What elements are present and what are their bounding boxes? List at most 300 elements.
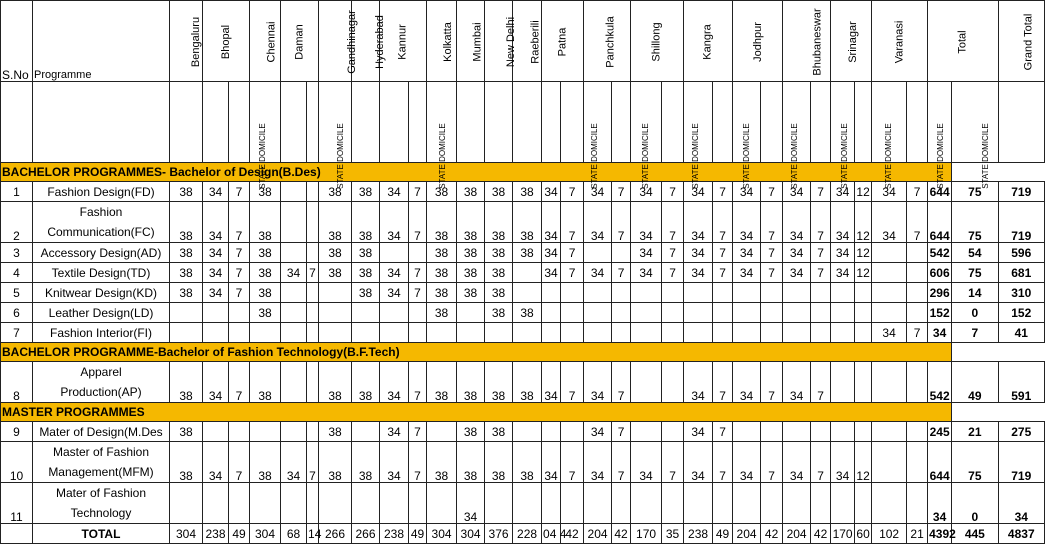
- seat-cell: 34: [380, 283, 409, 303]
- state-domicile-label: STATE DOMICILE: [589, 123, 599, 189]
- state-domicile-label: STATE DOMICILE: [789, 123, 799, 189]
- total-cell: 304: [427, 524, 457, 544]
- header-centre: [584, 1, 631, 82]
- total-cell: 238: [380, 524, 409, 544]
- seat-cell: 644: [928, 442, 952, 483]
- header-centre: [203, 1, 250, 82]
- header-centre: [170, 1, 203, 82]
- seat-cell: [281, 243, 307, 263]
- header-programme: Programme: [33, 1, 170, 82]
- total-cell: 4837: [998, 524, 1044, 544]
- programme-name-line: Apparel: [80, 365, 122, 379]
- seat-cell: [662, 303, 684, 323]
- seat-cell: [872, 263, 907, 283]
- total-cell: 376: [485, 524, 513, 544]
- seat-cell: 7: [612, 263, 631, 283]
- header-centre: [542, 1, 584, 82]
- seat-cell: 34: [203, 362, 229, 403]
- seat-cell: [307, 483, 319, 524]
- seat-cell: 34: [380, 263, 409, 283]
- seat-cell: 12: [855, 202, 872, 243]
- header-centre: [485, 1, 518, 82]
- seat-cell: 34: [457, 483, 485, 524]
- seat-cell: 7: [761, 362, 783, 403]
- state-domicile-label: STATE DOMICILE: [741, 123, 751, 189]
- seat-cell: [631, 323, 662, 343]
- seat-cell: 7: [229, 243, 250, 263]
- total-cell: 42: [561, 524, 584, 544]
- centre-name: Total: [956, 29, 969, 54]
- seat-cell: 34: [203, 442, 229, 483]
- seat-cell: 34: [203, 283, 229, 303]
- seat-cell: 38: [352, 362, 380, 403]
- row-sno: 7: [1, 323, 33, 343]
- seat-cell: [783, 323, 811, 343]
- programme-row: [1, 283, 1045, 303]
- seat-cell: [281, 303, 307, 323]
- programme-row: [1, 483, 1045, 524]
- seat-cell: [907, 303, 928, 323]
- state-domicile-header: [761, 82, 799, 189]
- seat-cell: [872, 422, 907, 442]
- seat-cell: [319, 483, 352, 524]
- programme-name: [33, 283, 170, 303]
- seat-cell: 7: [811, 442, 831, 483]
- seat-cell: [561, 483, 584, 524]
- seat-cell: [542, 283, 561, 303]
- seat-cell: [872, 243, 907, 263]
- seat-cell: 7: [409, 422, 427, 442]
- seat-cell: [761, 422, 783, 442]
- seat-cell: [319, 323, 352, 343]
- total-label: TOTAL: [33, 524, 170, 544]
- seat-cell: 644: [928, 182, 952, 202]
- seat-cell: [409, 243, 427, 263]
- seat-cell: 7: [662, 243, 684, 263]
- seat-cell: [584, 243, 612, 263]
- seat-cell: 75: [952, 263, 998, 283]
- seat-cell: 38: [485, 283, 513, 303]
- seat-cell: 38: [513, 243, 542, 263]
- row-sno: 4: [1, 263, 33, 283]
- seat-cell: [380, 243, 409, 263]
- seat-cell: 34: [380, 202, 409, 243]
- seat-cell: [513, 483, 542, 524]
- total-cell: 445: [952, 524, 998, 544]
- seat-cell: [203, 422, 229, 442]
- seat-cell: 34: [584, 182, 612, 202]
- seat-cell: [855, 323, 872, 343]
- seat-cell: 38: [319, 422, 352, 442]
- header-centre: [281, 1, 319, 82]
- total-cell: 304: [170, 524, 203, 544]
- seat-cell: 7: [811, 243, 831, 263]
- seat-cell: 21: [952, 422, 998, 442]
- seat-cell: 38: [170, 422, 203, 442]
- seat-cell: 7: [612, 362, 631, 403]
- seat-cell: 38: [485, 263, 513, 283]
- seat-cell: 34: [380, 422, 409, 442]
- programme-name-line: Technology: [70, 506, 132, 520]
- seat-cell: [203, 303, 229, 323]
- seat-cell: 7: [409, 442, 427, 483]
- state-domicile-header: [307, 82, 345, 189]
- programme-name-line: Mater of Fashion: [55, 486, 147, 500]
- seat-cell: [907, 243, 928, 263]
- blank-cell: [203, 82, 229, 163]
- seat-cell: 7: [713, 243, 733, 263]
- header-centre: [831, 1, 872, 82]
- seat-cell: 34: [631, 442, 662, 483]
- seat-cell: 152: [928, 303, 952, 323]
- state-domicile-header: [229, 82, 267, 189]
- seat-cell: [713, 483, 733, 524]
- seat-cell: [811, 283, 831, 303]
- seat-cell: 38: [250, 442, 281, 483]
- seat-cell: 38: [485, 243, 513, 263]
- seat-cell: [872, 362, 907, 403]
- programme-name-line: Fashion: [79, 205, 123, 219]
- seat-cell: 38: [352, 202, 380, 243]
- seat-cell: [907, 263, 928, 283]
- seat-cell: 7: [662, 442, 684, 483]
- seat-cell: 34: [831, 182, 855, 202]
- seat-cell: 38: [457, 243, 485, 263]
- seat-cell: [872, 303, 907, 323]
- total-cell: 35: [662, 524, 684, 544]
- centre-name: Kannur: [397, 23, 410, 60]
- total-cell: 204: [733, 524, 761, 544]
- header-centre: [872, 1, 928, 82]
- seat-cell: [713, 323, 733, 343]
- seat-cell: 38: [427, 303, 457, 323]
- row-sno: 2: [1, 202, 33, 243]
- centre-name: Patna: [556, 27, 569, 56]
- seat-cell: 7: [713, 422, 733, 442]
- centre-name: Srinagar: [846, 20, 859, 63]
- seat-cell: 7: [662, 263, 684, 283]
- seat-cell: 38: [250, 263, 281, 283]
- programme-name-line: Fashion Interior(FI): [49, 325, 153, 340]
- seat-cell: 34: [203, 263, 229, 283]
- seat-cell: 34: [872, 323, 907, 343]
- seat-cell: [250, 422, 281, 442]
- seat-cell: [855, 483, 872, 524]
- seat-cell: 38: [319, 243, 352, 263]
- seat-cell: [907, 483, 928, 524]
- seat-cell: 38: [427, 442, 457, 483]
- seat-cell: [229, 323, 250, 343]
- seat-cell: [631, 303, 662, 323]
- seat-cell: 7: [761, 202, 783, 243]
- seat-cell: 34: [684, 182, 713, 202]
- seat-cell: [513, 323, 542, 343]
- seat-cell: 38: [250, 283, 281, 303]
- seat-cell: [831, 323, 855, 343]
- seat-cell: [561, 323, 584, 343]
- blank-cell: [998, 82, 1044, 163]
- seat-cell: 34: [733, 442, 761, 483]
- seat-cell: 34: [684, 422, 713, 442]
- seat-cell: 34: [783, 202, 811, 243]
- seat-cell: 38: [427, 202, 457, 243]
- seat-cell: [513, 283, 542, 303]
- seat-cell: 7: [907, 202, 928, 243]
- seat-cell: 34: [631, 182, 662, 202]
- centre-name: Hyderabad: [373, 14, 386, 69]
- total-cell: 49: [713, 524, 733, 544]
- section-title: MASTER PROGRAMMES: [1, 403, 952, 422]
- seat-cell: [427, 422, 457, 442]
- header-centre: [783, 1, 831, 82]
- seat-cell: 152: [998, 303, 1044, 323]
- seat-cell: 34: [542, 182, 561, 202]
- total-cell: 68: [281, 524, 307, 544]
- seat-cell: 34: [998, 483, 1044, 524]
- seat-cell: [584, 283, 612, 303]
- seat-cell: 7: [229, 283, 250, 303]
- seat-cell: 34: [631, 243, 662, 263]
- total-cell: 60: [855, 524, 872, 544]
- seat-cell: 7: [409, 362, 427, 403]
- seat-cell: [811, 422, 831, 442]
- row-sno: 8: [1, 362, 33, 403]
- centre-name: Varanasi: [893, 20, 906, 63]
- programme-name-line: Master of Fashion: [52, 445, 150, 459]
- total-cell: 49: [229, 524, 250, 544]
- seat-cell: 7: [561, 243, 584, 263]
- seat-cell: 38: [352, 442, 380, 483]
- seat-cell: 38: [427, 283, 457, 303]
- total-cell: 04 4: [542, 524, 561, 544]
- programme-name: [33, 202, 170, 243]
- seat-cell: 7: [409, 182, 427, 202]
- seat-cell: 7: [229, 202, 250, 243]
- seat-cell: 7: [229, 263, 250, 283]
- seat-cell: [542, 303, 561, 323]
- programme-name-line: Communication(FC): [47, 225, 155, 239]
- total-cell: 102: [872, 524, 907, 544]
- seat-cell: 12: [855, 243, 872, 263]
- seat-cell: 7: [307, 263, 319, 283]
- seat-cell: 296: [928, 283, 952, 303]
- total-cell: 14: [307, 524, 319, 544]
- seat-cell: 38: [319, 263, 352, 283]
- seat-cell: [761, 483, 783, 524]
- seat-cell: 7: [713, 182, 733, 202]
- seat-cell: 38: [352, 243, 380, 263]
- seat-cell: 14: [952, 283, 998, 303]
- programme-row: [1, 243, 1045, 263]
- seat-cell: [783, 303, 811, 323]
- seat-cell: 38: [457, 283, 485, 303]
- programme-row: [1, 422, 1045, 442]
- row-sno: 11: [1, 483, 33, 524]
- state-domicile-header: [907, 82, 945, 189]
- seat-cell: 38: [457, 182, 485, 202]
- seat-cell: [713, 303, 733, 323]
- blank-cell: [513, 82, 542, 163]
- programme-name: [33, 422, 170, 442]
- seat-cell: [733, 422, 761, 442]
- seat-cell: [561, 303, 584, 323]
- centre-name: New Delhi: [505, 16, 518, 67]
- programme-name: [33, 362, 170, 403]
- centre-name: Panchkula: [604, 15, 617, 68]
- seat-cell: 54: [952, 243, 998, 263]
- total-cell: 304: [457, 524, 485, 544]
- seat-cell: 7: [952, 323, 998, 343]
- seat-cell: [831, 283, 855, 303]
- seat-cell: 7: [229, 182, 250, 202]
- seat-cell: 34: [542, 202, 561, 243]
- seat-cell: 34: [542, 442, 561, 483]
- header-sno: S.No: [1, 1, 33, 82]
- seat-cell: [281, 182, 307, 202]
- state-domicile-header: [952, 82, 998, 189]
- seat-cell: [831, 303, 855, 323]
- seat-cell: [170, 483, 203, 524]
- seat-cell: 7: [761, 442, 783, 483]
- seat-cell: [380, 303, 409, 323]
- seat-cell: [427, 323, 457, 343]
- seat-cell: 38: [352, 283, 380, 303]
- seat-cell: 591: [998, 362, 1044, 403]
- seat-cell: 34: [783, 442, 811, 483]
- seat-cell: 49: [952, 362, 998, 403]
- seat-cell: 34: [380, 362, 409, 403]
- seat-cell: [855, 422, 872, 442]
- seat-cell: 606: [928, 263, 952, 283]
- seat-cell: 38: [457, 422, 485, 442]
- seat-cell: 644: [928, 202, 952, 243]
- programme-name: [33, 182, 170, 202]
- state-domicile-label: STATE DOMICILE: [640, 123, 650, 189]
- seat-cell: 34: [380, 442, 409, 483]
- state-domicile-header: [855, 82, 893, 189]
- seat-cell: [783, 483, 811, 524]
- seat-cell: 34: [584, 442, 612, 483]
- seat-cell: [631, 283, 662, 303]
- seat-cell: 34: [684, 263, 713, 283]
- seat-cell: [352, 483, 380, 524]
- total-cell: 4392: [928, 524, 952, 544]
- seat-cell: 7: [409, 263, 427, 283]
- programme-row: [1, 303, 1045, 323]
- seat-cell: [811, 303, 831, 323]
- seat-cell: 38: [457, 263, 485, 283]
- blank-cell: [457, 82, 485, 163]
- seat-cell: 34: [733, 362, 761, 403]
- seat-cell: [733, 323, 761, 343]
- seat-cell: [733, 483, 761, 524]
- seat-cell: 34: [542, 243, 561, 263]
- seat-cell: 7: [713, 202, 733, 243]
- seat-cell: 41: [998, 323, 1044, 343]
- seat-cell: 34: [631, 263, 662, 283]
- programme-row: [1, 323, 1045, 343]
- seat-cell: [281, 323, 307, 343]
- seat-cell: 38: [352, 182, 380, 202]
- seat-cell: 34: [783, 263, 811, 283]
- seat-cell: [783, 283, 811, 303]
- seat-cell: 7: [713, 442, 733, 483]
- centre-name: Daman: [293, 23, 306, 60]
- seat-cell: 7: [612, 422, 631, 442]
- seat-cell: [855, 283, 872, 303]
- seat-cell: 12: [855, 442, 872, 483]
- seat-cell: 38: [319, 362, 352, 403]
- programme-name: [33, 483, 170, 524]
- seat-cell: [584, 483, 612, 524]
- centre-name: Jodhpur: [751, 21, 764, 62]
- seat-cell: [872, 283, 907, 303]
- seat-cell: [352, 422, 380, 442]
- state-domicile-label: STATE DOMICILE: [437, 123, 447, 189]
- seat-cell: 34: [831, 442, 855, 483]
- seat-cell: 38: [250, 362, 281, 403]
- seat-cell: [612, 243, 631, 263]
- seat-cell: 12: [855, 182, 872, 202]
- state-domicile-header: [612, 82, 650, 189]
- seat-cell: 7: [907, 323, 928, 343]
- seat-cell: 7: [662, 202, 684, 243]
- seat-cell: 34: [542, 362, 561, 403]
- seat-cell: 38: [250, 182, 281, 202]
- centre-name: Bhubaneswar: [811, 7, 824, 76]
- seat-cell: 38: [352, 263, 380, 283]
- blank-cell: [1, 82, 33, 163]
- seat-cell: [761, 283, 783, 303]
- seat-cell: 7: [662, 182, 684, 202]
- seat-cell: 38: [457, 362, 485, 403]
- programme-name-line: Knitwear Design(KD): [44, 285, 158, 300]
- seat-cell: 75: [952, 202, 998, 243]
- seat-cell: 7: [561, 442, 584, 483]
- seat-cell: [831, 483, 855, 524]
- seat-cell: 542: [928, 362, 952, 403]
- seat-cell: [855, 362, 872, 403]
- seat-cell: 38: [513, 182, 542, 202]
- centre-name: Kangra: [702, 23, 715, 60]
- section-title: BACHELOR PROGRAMME-Bachelor of Fashion Technology(B.F.Tech): [1, 343, 952, 362]
- seat-cell: [612, 483, 631, 524]
- seat-cell: [542, 422, 561, 442]
- seat-cell: [761, 303, 783, 323]
- seat-cell: 38: [170, 263, 203, 283]
- centre-name: Raeberili: [529, 19, 542, 64]
- seat-cell: 7: [612, 182, 631, 202]
- programme-name: [33, 263, 170, 283]
- centre-name: Bengaluru: [190, 16, 203, 67]
- seat-cell: [170, 303, 203, 323]
- total-cell: 266: [319, 524, 352, 544]
- seat-cell: [662, 483, 684, 524]
- seat-cell: 7: [561, 202, 584, 243]
- seat-cell: 38: [170, 442, 203, 483]
- seat-cell: 34: [733, 182, 761, 202]
- seat-cell: [203, 323, 229, 343]
- seat-cell: [319, 283, 352, 303]
- seat-cell: [229, 483, 250, 524]
- total-cell: 238: [684, 524, 713, 544]
- centre-name: Bhopal: [220, 24, 233, 59]
- seat-cell: 38: [427, 362, 457, 403]
- seat-cell: 34: [783, 182, 811, 202]
- seat-cell: 38: [170, 362, 203, 403]
- seat-cell: 34: [684, 243, 713, 263]
- seat-cell: [662, 323, 684, 343]
